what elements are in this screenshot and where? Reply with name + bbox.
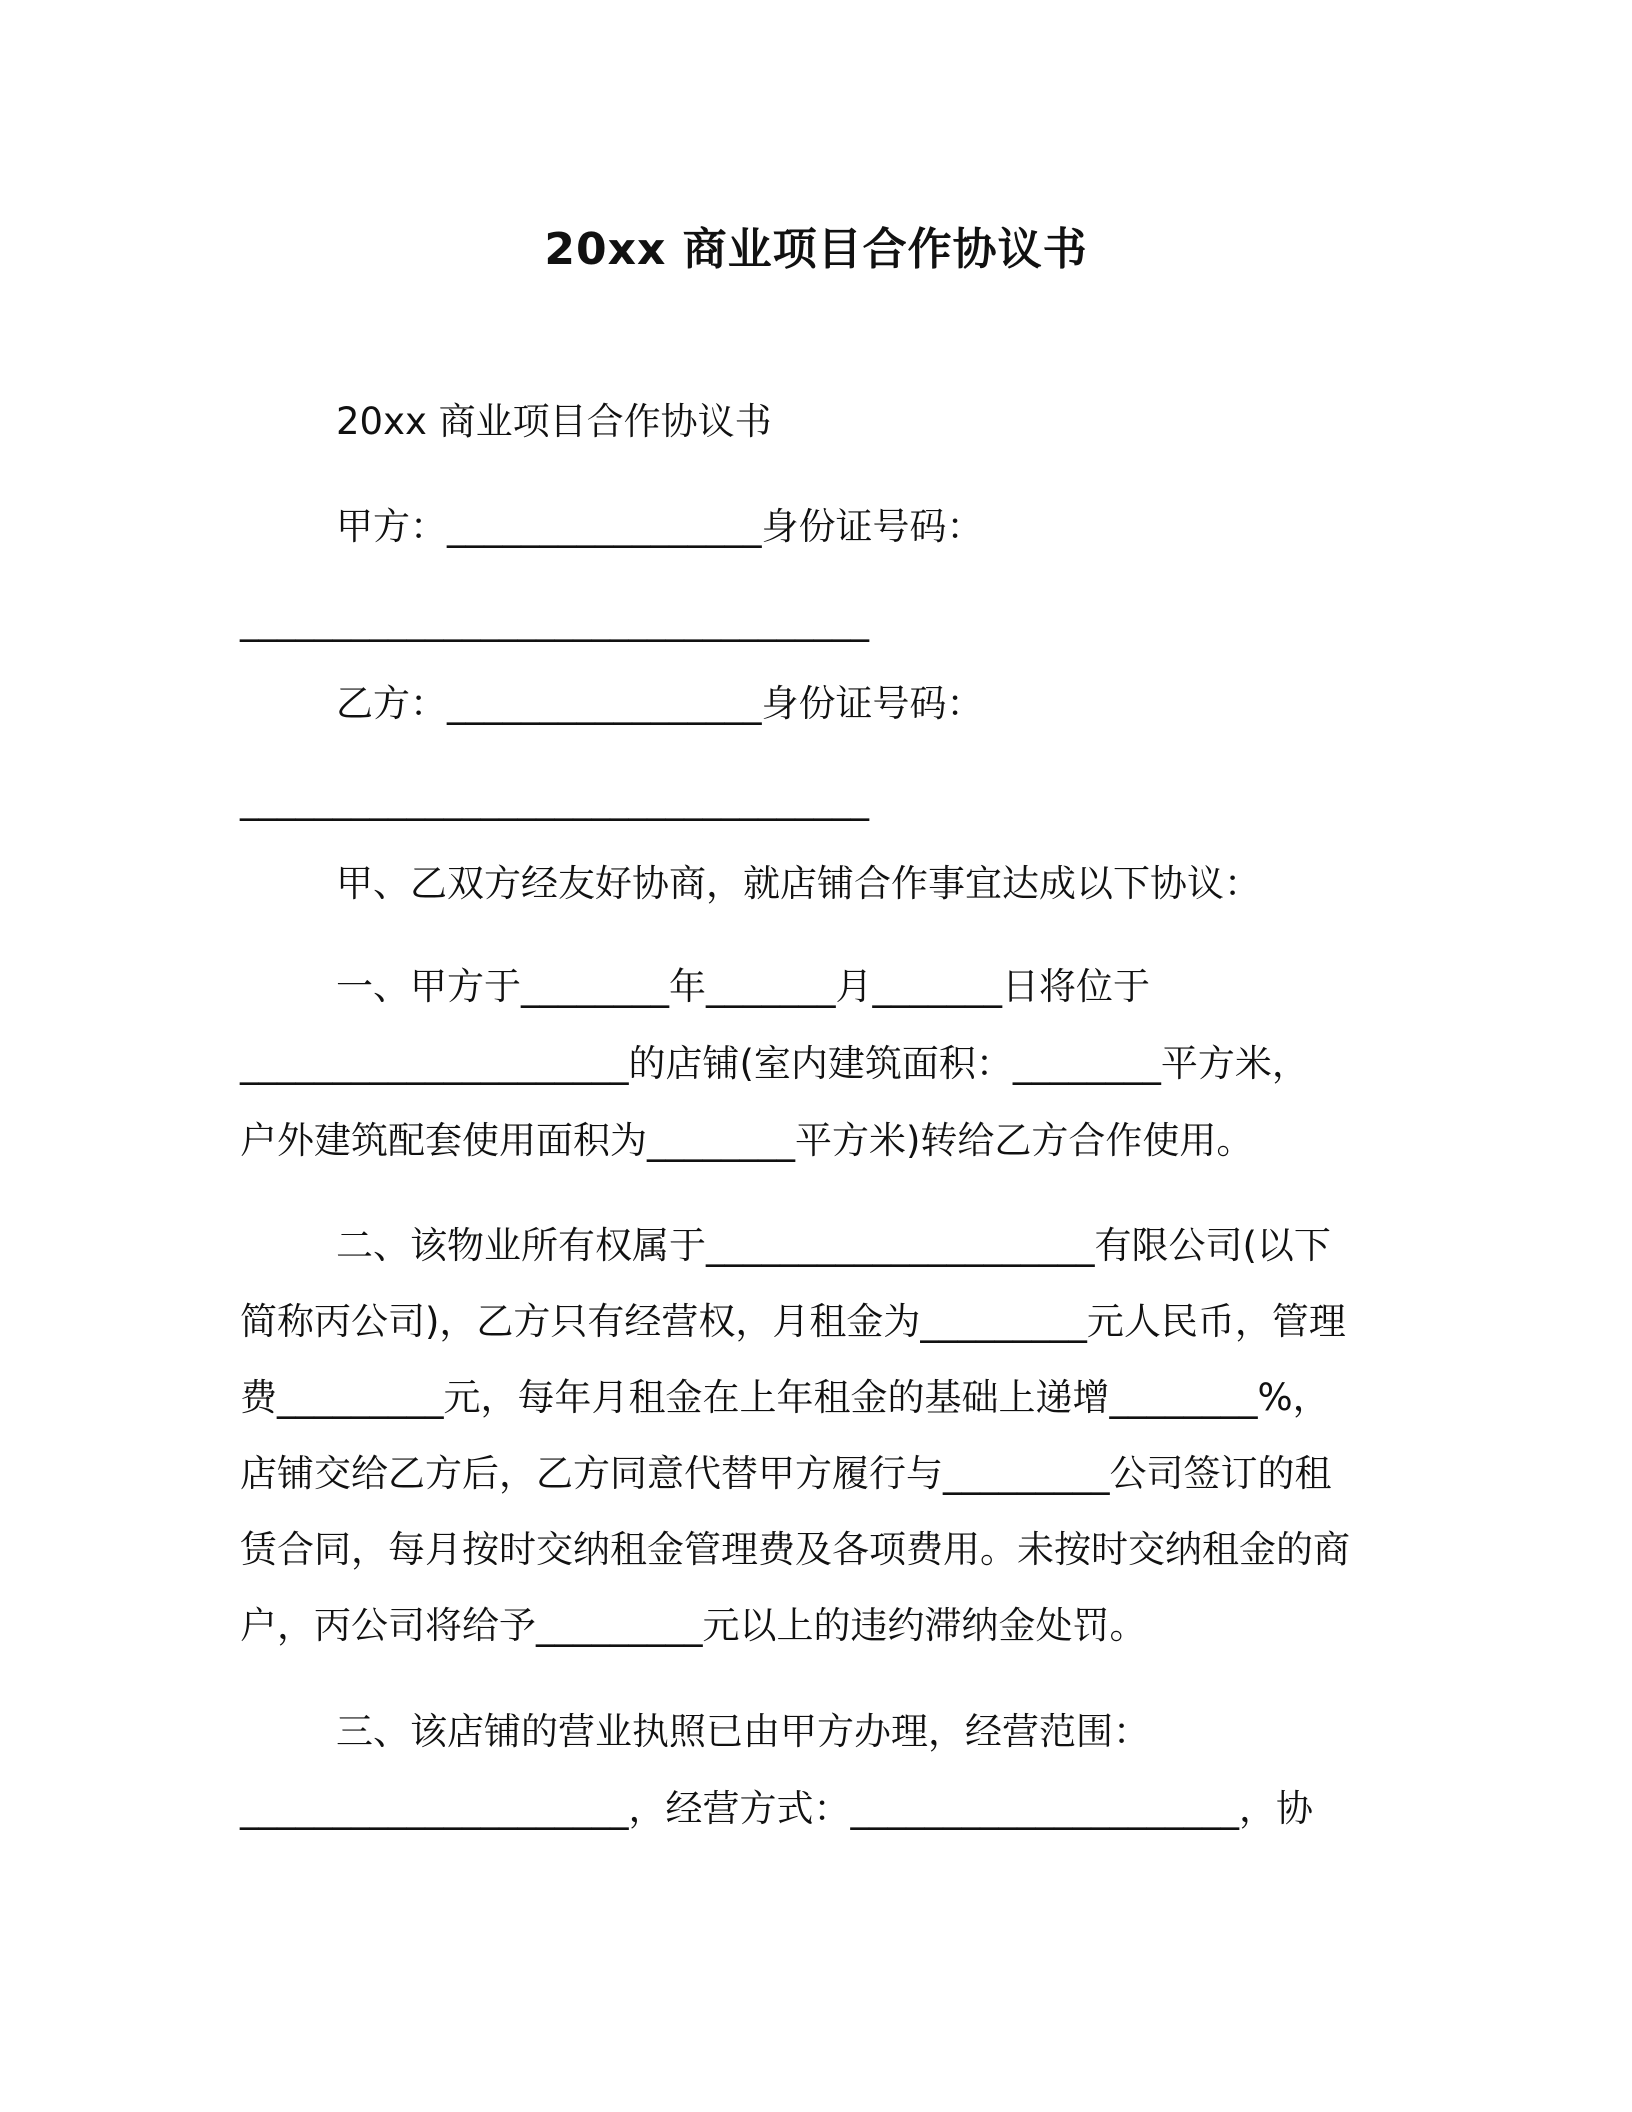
clause-2-line-5: 赁合同，每月按时交纳租金管理费及各项费用。未按时交纳租金的商 bbox=[240, 1528, 1350, 1571]
subtitle-line: 20xx 商业项目合作协议书 bbox=[336, 400, 772, 443]
clause-1-line-3: 户外建筑配套使用面积为________平方米)转给乙方合作使用。 bbox=[240, 1119, 1254, 1162]
party-a-id-blank: __________________________________ bbox=[240, 599, 869, 642]
clause-2-line-2: 简称丙公司)，乙方只有经营权，月租金为_________元人民币，管理 bbox=[240, 1300, 1346, 1343]
clause-2-line-3: 费_________元，每年月租金在上年租金的基础上递增________%， bbox=[240, 1376, 1330, 1419]
document-title: 20xx 商业项目合作协议书 bbox=[544, 224, 1088, 275]
party-a-line: 甲方：_________________身份证号码： bbox=[336, 505, 984, 548]
clause-1-line-2: _____________________的店铺(室内建筑面积：________平方米， bbox=[240, 1042, 1309, 1085]
clause-2-line-1: 二、该物业所有权属于_____________________有限公司(以下 bbox=[336, 1224, 1331, 1267]
clause-2-line-6: 户，丙公司将给予_________元以上的违约滞纳金处罚。 bbox=[240, 1604, 1147, 1647]
clause-1-line-1: 一、甲方于________年_______月_______日将位于 bbox=[336, 965, 1150, 1008]
agreement-intro: 甲、乙双方经友好协商，就店铺合作事宜达成以下协议： bbox=[336, 862, 1261, 905]
clause-3-line-2: _____________________，经营方式：_____________________，协 bbox=[240, 1787, 1313, 1830]
party-b-id-blank: __________________________________ bbox=[240, 778, 869, 821]
clause-2-line-4: 店铺交给乙方后，乙方同意代替甲方履行与_________公司签订的租 bbox=[240, 1452, 1332, 1495]
party-b-line: 乙方：_________________身份证号码： bbox=[336, 682, 984, 725]
clause-3-line-1: 三、该店铺的营业执照已由甲方办理，经营范围： bbox=[336, 1710, 1150, 1753]
